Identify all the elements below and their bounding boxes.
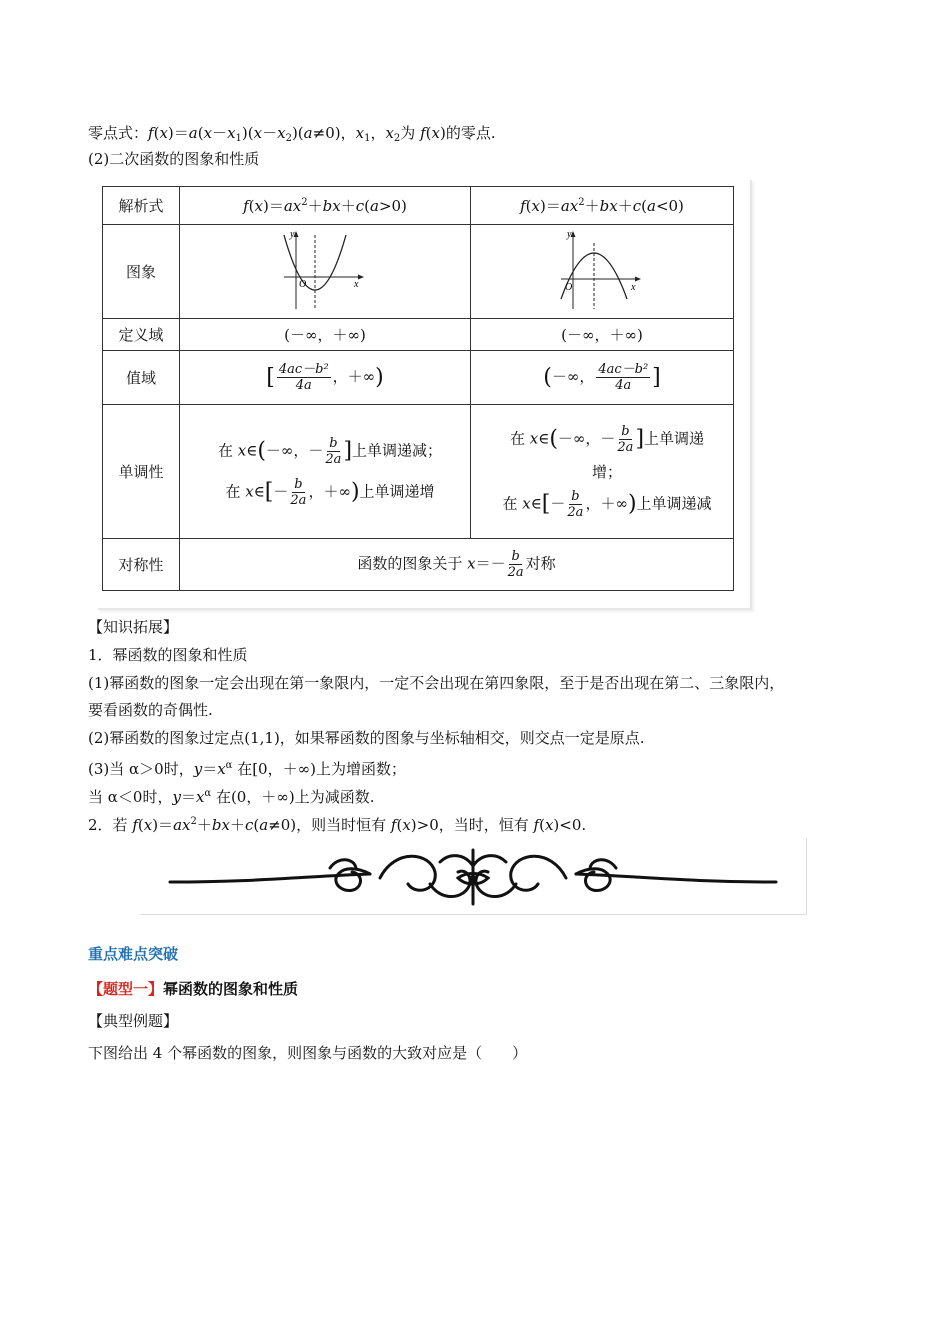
zero-form-prefix: 零点式： — [88, 124, 149, 142]
svg-text:y: y — [567, 228, 572, 240]
svg-text:x: x — [354, 278, 359, 290]
kb-item-1-3: (3)当 α＞0时，$y=x^\alpha$ 在[0，＋∞)上为增函数； — [88, 760, 406, 778]
kb-item-1-1b: 要看函数的奇偶性. — [88, 701, 213, 719]
graph-upward-parabola — [180, 225, 471, 319]
kb-item-1-1: (1)幂函数的图象一定会出现在第一象限内，一定不会出现在第四象限，至于是否出现在第二、三象限内， — [88, 674, 785, 692]
domain-a-negative: (－∞，＋∞) — [471, 319, 734, 351]
quadratic-properties-table-wrapper — [96, 178, 750, 608]
svg-text:x: x — [631, 281, 636, 293]
type-heading — [88, 978, 298, 999]
row-label-graph: 图象 — [103, 225, 180, 319]
subheading-quadratic: (2)二次函数的图象和性质 — [88, 150, 260, 168]
kb-item-1: 1．幂函数的图象和性质 — [88, 646, 248, 664]
graph-downward-parabola — [471, 225, 734, 319]
row-label-range: 值域 — [103, 351, 180, 405]
row-label-monotonicity: 单调性 — [103, 405, 180, 539]
ornament-flourish-icon — [140, 838, 806, 914]
header-a-positive: $f(x)=ax^2+bx+c(a>0)$ — [180, 187, 471, 225]
question-text: 下图给出 4 个幂函数的图象，则图象与函数的大致对应是（ ） — [88, 1044, 528, 1062]
example-tag: 【典型例题】 — [88, 1012, 179, 1030]
kb-item-1-4: 当 α＜0时，$y=x^\alpha$ 在(0，＋∞)上为减函数. — [88, 788, 375, 806]
knowledge-extension-title: 【知识拓展】 — [88, 618, 179, 636]
svg-text:O: O — [299, 278, 307, 290]
quadratic-properties-table — [102, 186, 734, 591]
svg-text:O: O — [565, 281, 573, 293]
type-tag: 【题型一】 — [88, 980, 164, 998]
svg-text:y: y — [290, 228, 295, 240]
kb-item-2: 2．若 $f(x)=ax^2+bx+c(a\ne 0)$，则当时恒有 f(x)>0，当时，恒有 f(x)<0. — [88, 816, 587, 834]
zero-form-formula: $f(x)=a(x-x_1)(x-x_2)(a\ne 0)$，$x_1$，$x_2$为 f(x)的零点. — [148, 124, 496, 144]
domain-a-positive: (－∞，＋∞) — [180, 319, 471, 351]
row-label-expression: 解析式 — [103, 187, 180, 225]
row-label-domain: 定义域 — [103, 319, 180, 351]
zero-form-line — [88, 123, 496, 149]
kb-item-1-2: (2)幂函数的图象过定点(1,1)，如果幂函数的图象与坐标轴相交，则交点一定是原点. — [88, 729, 645, 747]
monotonicity-a-positive: 在 x∈(－∞，－ $\frac{b}{2a}$ ]上单调递减； 在 x∈[－ $\frac{b}{2a}$ ，＋∞)上单调递增 — [180, 405, 471, 539]
monotonicity-a-negative: 在 x∈(－∞，－ $\frac{b}{2a}$ ]上单调递 增； 在 x∈[－ $\frac{b}{2a}$ ，＋∞)上单调递减 — [471, 405, 734, 539]
section-heading: 重点难点突破 — [88, 945, 179, 963]
decorative-divider — [140, 838, 807, 915]
type-title: 幂函数的图象和性质 — [163, 980, 299, 998]
range-a-negative: (－∞， $\frac{\text{4ac－b²}}{4a}$ ] — [471, 351, 734, 405]
upward-parabola-figure — [280, 227, 370, 313]
downward-parabola-figure — [557, 227, 647, 313]
header-a-negative: $f(x)=ax^2+bx+c(a<0)$ — [471, 187, 734, 225]
row-label-symmetry: 对称性 — [103, 539, 180, 591]
symmetry-cell: 函数的图象关于 x＝－ $\frac{b}{2a}$ 对称 — [180, 539, 734, 591]
range-a-positive: [ $\frac{\text{4ac－b²}}{4a}$ ，＋∞) — [180, 351, 471, 405]
